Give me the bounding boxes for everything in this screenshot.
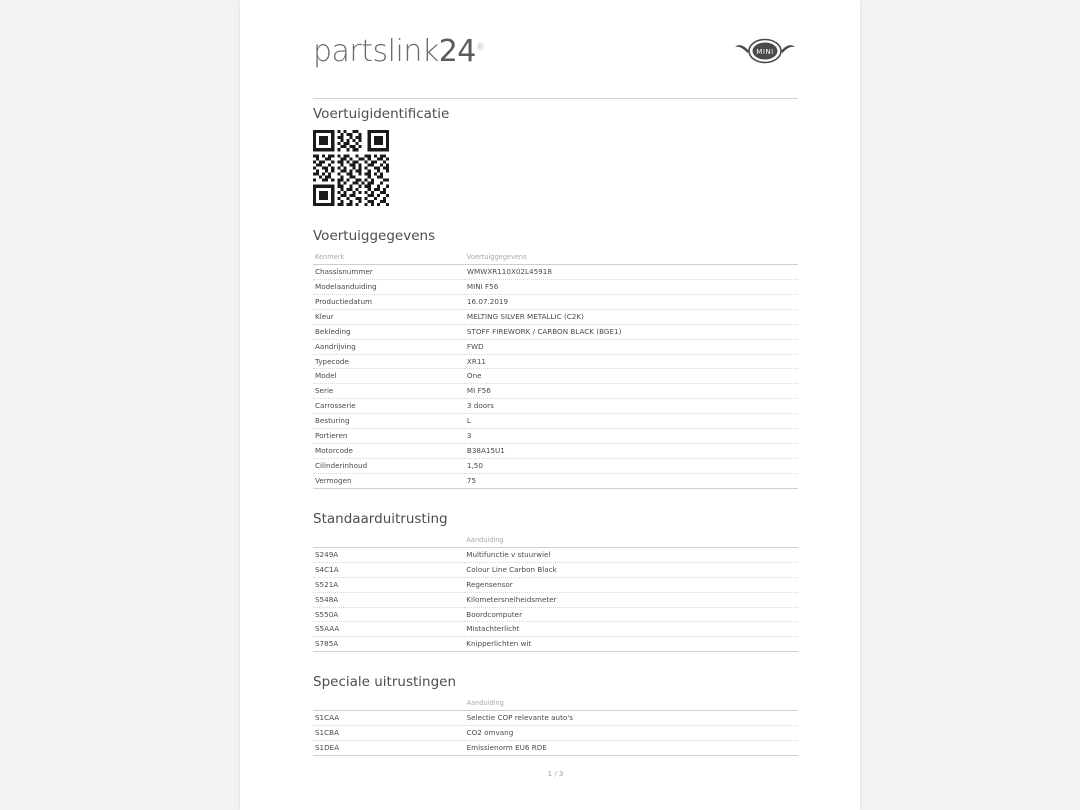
cell-key: S5AAA [313,622,464,637]
table-row [313,562,798,577]
logo-registered-mark: ® [475,43,485,53]
cell-key: Bekleding [313,324,465,339]
cell-key: S785A [313,637,464,652]
table-row [313,279,798,294]
cell-value: Multifunctie v stuurwiel [464,547,798,562]
table-row [313,265,798,280]
cell-value: Knipperlichten wit [464,637,798,652]
table-row [313,473,798,488]
header-divider [313,98,798,99]
table-row [313,711,798,726]
logo-text: partslink [313,34,439,69]
cell-value: MI F56 [465,384,798,399]
cell-key: S550A [313,607,464,622]
cell-key: Carrosserie [313,399,465,414]
spacer [313,652,798,674]
cell-key: Besturing [313,414,465,429]
cell-key: S1CAA [313,711,465,726]
vehicle-data-table [313,252,798,489]
svg-text:MINI: MINI [756,48,774,56]
section-title-special-equipment: Speciale uitrustingen [313,674,457,691]
logo-number: 24 [438,34,476,69]
cell-key: Aandrijving [313,339,465,354]
cell-key: Modelaanduiding [313,279,465,294]
cell-value: CO2 omvang [465,726,798,741]
table-row [313,384,798,399]
cell-key: S548A [313,592,464,607]
table-row [313,294,798,309]
cell-value: 16.07.2019 [465,294,798,309]
page-indicator: 1 / 3 [547,770,564,778]
table-row [313,414,798,429]
cell-key: Kleur [313,309,465,324]
table-row [313,577,798,592]
cell-key: Motorcode [313,444,465,459]
cell-value: Colour Line Carbon Black [464,562,798,577]
cell-value: Regensensor [464,577,798,592]
column-header-value: Aanduiding [464,535,798,548]
table-row [313,354,798,369]
cell-key: S4C1A [313,562,464,577]
cell-key: Vermogen [313,473,465,488]
table-row [313,547,798,562]
cell-value: MINI F56 [465,279,798,294]
table-row [313,726,798,741]
partslink-logo [313,34,484,69]
section-title-vehicle-data: Voertuiggegevens [313,228,436,244]
table-row [313,741,798,756]
spacer [313,489,798,511]
pdf-sheet [240,0,860,810]
table-row [313,429,798,444]
table-row [313,369,798,384]
cell-value: MELTING SILVER METALLIC (C2K) [465,309,798,324]
cell-value: XR11 [465,354,798,369]
vehicle-qr-code [313,130,389,206]
cell-key: Typecode [313,354,465,369]
special-equipment-table [313,698,798,756]
page-footer [313,770,798,778]
table-row [313,444,798,459]
cell-value: 1,50 [465,458,798,473]
cell-key: Model [313,369,465,384]
cell-value: B38A15U1 [465,444,798,459]
table-header-row [313,252,798,265]
cell-key: Productiedatum [313,294,465,309]
document-header [313,22,798,84]
column-header-value: Voertuiggegevens [465,252,798,265]
cell-key: S1CBA [313,726,465,741]
cell-value: 75 [465,473,798,488]
cell-value: Emissienorm EU6 RDE [465,741,798,756]
table-row [313,607,798,622]
cell-value: WMWXR110X02L45918 [465,265,798,280]
cell-value: 3 [465,429,798,444]
page-content [313,22,798,756]
cell-key: S521A [313,577,464,592]
cell-value: FWD [465,339,798,354]
section-title-vehicle-identification: Voertuigidentificatie [313,106,450,122]
standard-equipment-table [313,535,798,652]
column-header-key [313,535,464,548]
table-row [313,339,798,354]
cell-key: Portieren [313,429,465,444]
cell-value: L [465,414,798,429]
cell-key: S1DEA [313,741,465,756]
table-header-row [313,535,798,548]
cell-value: One [465,369,798,384]
spacer [313,206,798,228]
table-row [313,309,798,324]
cell-value: Boordcomputer [464,607,798,622]
table-header-row [313,698,798,711]
cell-key: Chassisnummer [313,265,465,280]
table-row [313,399,798,414]
mini-brand-logo-icon [734,38,796,64]
table-row [313,637,798,652]
column-header-value: Aanduiding [465,698,798,711]
table-row [313,458,798,473]
section-title-standard-equipment: Standaarduitrusting [313,510,448,527]
column-header-key [313,698,465,711]
cell-value: 3 doors [465,399,798,414]
cell-value: STOFF FIREWORK / CARBON BLACK (BGE1) [465,324,798,339]
cell-value: Mistachterlicht [464,622,798,637]
cell-key: Serie [313,384,465,399]
cell-value: Kilometersnelheidsmeter [464,592,798,607]
table-row [313,592,798,607]
spacer [313,84,798,106]
cell-key: S249A [313,547,464,562]
table-row [313,324,798,339]
cell-key: Cilinderinhoud [313,458,465,473]
column-header-key: Kenmerk [313,252,465,265]
table-row [313,622,798,637]
cell-value: Selectie COP relevante auto's [465,711,798,726]
